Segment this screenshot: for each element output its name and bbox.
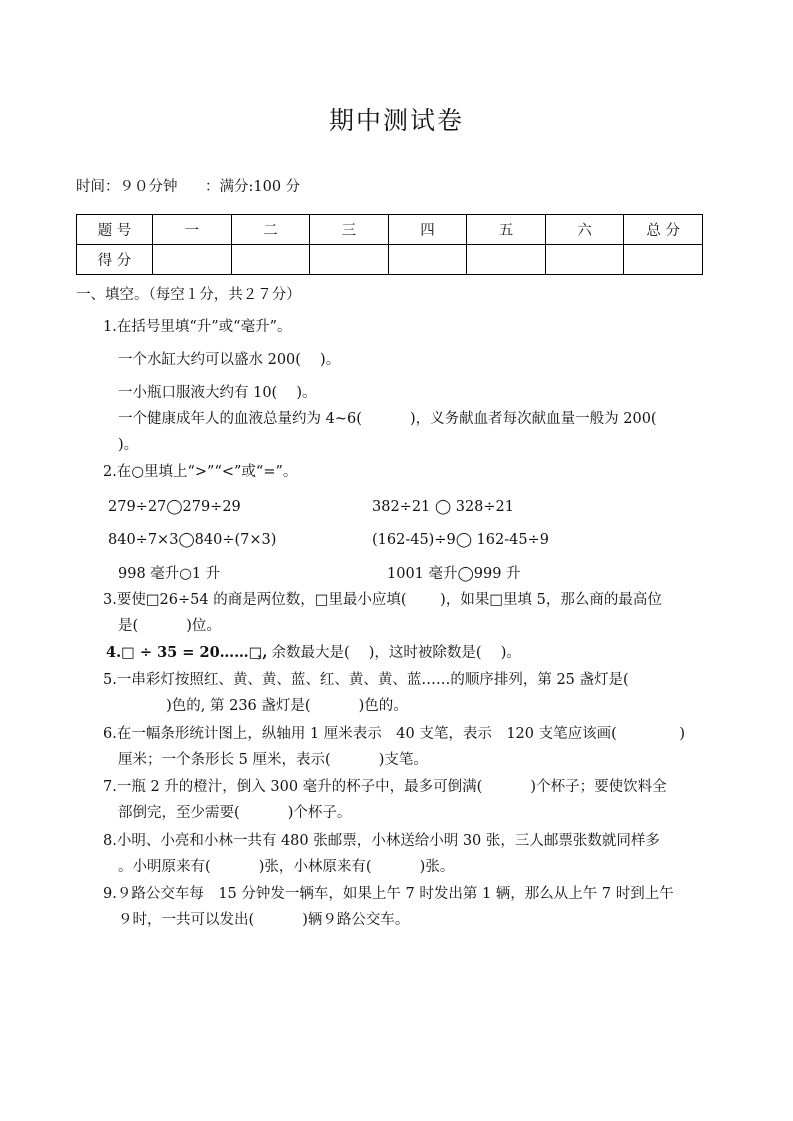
score-cell[interactable] (545, 245, 624, 275)
question-8-line: 8.小明、小亮和小林一共有 480 张邮票，小林送给小明 30 张，三人邮票张数就同样多 (103, 833, 660, 849)
score-cell[interactable] (231, 245, 310, 275)
table-header-cell: 题 号 (77, 215, 153, 245)
compare-item: 1001 毫升◯999 升 (387, 566, 521, 582)
question-3-line: 是( )位。 (118, 618, 221, 634)
score-cell[interactable] (388, 245, 467, 275)
score-cell[interactable] (153, 245, 232, 275)
table-header-cell: 一 (153, 215, 232, 245)
question-9-line: ９时，一共可以发出( )辆９路公交车。 (118, 912, 410, 928)
score-row-label: 得 分 (77, 245, 153, 275)
question-1-line: 一个健康成年人的血液总量约为 4~6( )，义务献血者每次献血量一般为 200( (118, 411, 657, 427)
table-header-cell: 五 (467, 215, 546, 245)
compare-item: 382÷21 ◯ 328÷21 (372, 499, 514, 515)
question-1-line: )。 (118, 437, 139, 453)
question-1-line: 一小瓶口服液大约有 10( )。 (118, 385, 317, 401)
score-table-header-row (77, 215, 703, 245)
exam-time: 时间：９０分钟 (76, 179, 178, 195)
page-title: 期中测试卷 (328, 106, 464, 135)
question-8-line: 。小明原来有( )张，小林原来有( )张。 (118, 859, 455, 875)
table-header-cell: 总 分 (624, 215, 703, 245)
question-1-stem: 1.在括号里填“升”或“毫升”。 (103, 319, 292, 335)
question-1-line: 一个水缸大约可以盛水 200( )。 (118, 352, 341, 368)
table-header-cell: 三 (310, 215, 389, 245)
score-cell[interactable] (624, 245, 703, 275)
question-4-equation: 4.□ ÷ 35 = 20……□, (106, 644, 268, 661)
table-header-cell: 四 (388, 215, 467, 245)
question-2-stem: 2.在○里填上“>”“<”或“=”。 (103, 464, 298, 480)
question-9-line: 9.９路公交车每 15 分钟发一辆车，如果上午 7 时发出第 1 辆，那么从上午 7 时到上午 (103, 886, 674, 902)
table-header-cell: 六 (545, 215, 624, 245)
score-table-score-row (77, 245, 703, 275)
section-heading: 一、填空。（每空１分，共２７分） (76, 287, 301, 303)
score-cell[interactable] (310, 245, 389, 275)
question-6-line: 厘米；一个条形长 5 厘米，表示( )支笔。 (118, 752, 428, 768)
question-7-line: 部倒完，至少需要( )个杯子。 (118, 805, 352, 821)
table-header-cell: 二 (231, 215, 310, 245)
compare-item: 279÷27◯279÷29 (108, 499, 241, 515)
score-table (76, 214, 703, 275)
question-5-line: )色的, 第 236 盏灯是( )色的。 (118, 698, 408, 714)
compare-item: (162-45)÷9◯ 162-45÷9 (372, 532, 549, 548)
question-6-line: 6.在一幅条形统计图上，纵轴用 1 厘米表示 40 支笔，表示 120 支笔应该画( ) (103, 726, 686, 742)
exam-full-score: ：满分:100 分 (205, 179, 301, 195)
score-cell[interactable] (467, 245, 546, 275)
question-7-line: 7.一瓶 2 升的橙汁，倒入 300 毫升的杯子中，最多可倒满( )个杯子；要使饮料全 (103, 779, 667, 795)
question-4-line: ，余数最大是( )，这时被除数是( )。 (257, 645, 521, 661)
question-3-line: 3.要使□26÷54 的商是两位数，□里最小应填( )，如果□里填 5，那么商的最高位 (103, 592, 662, 608)
compare-item: 998 毫升○1 升 (118, 566, 221, 582)
compare-item: 840÷7×3◯840÷(7×3) (108, 532, 277, 548)
question-5-line: 5.一串彩灯按照红、黄、黄、蓝、红、黄、黄、蓝……的顺序排列，第 25 盏灯是( (103, 672, 629, 688)
